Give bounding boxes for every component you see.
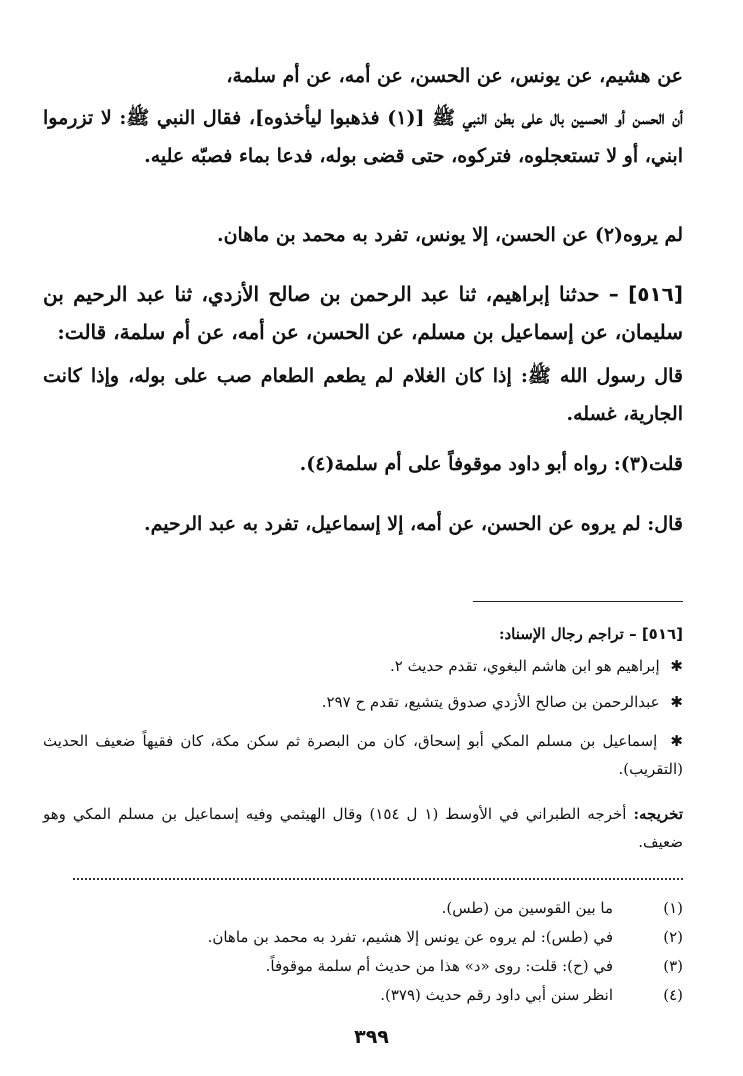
footnote-text: انظر سنن أبي داود رقم حديث (٣٧٩). [380, 986, 613, 1004]
hadith-chain-text: حدثنا إبراهيم، ثنا عبد الرحمن بن صالح الأزدي، ثنا عبد الرحيم بن سليمان، عن إسماعيل بن مسلم، عن الحسن، عن أمه، عن أم سلمة، قالت: [43, 282, 683, 344]
footnote-text: في (طس): لم يروه عن يونس إلا هشيم، تفرد به محمد بن ماهان. [207, 928, 613, 946]
narrator-bullet [43, 727, 683, 783]
footnote-number: (٢) [663, 928, 683, 946]
paragraph-remark-2: قال: لم يروه عن الحسن، عن أمه، إلا إسماعيل، تفرد به عبد الرحيم. [144, 513, 683, 535]
page-number: ٣٩٩ [354, 1026, 389, 1048]
narrator-entry-text: إبراهيم هو ابن هاشم البغوي، تقدم حديث ٢. [389, 657, 660, 675]
footnote-number: (١) [663, 899, 683, 917]
paragraph-hadith-text-2: قال رسول الله ﷺ: إذا كان الغلام لم يطعم الطعام صب على بوله، وإذا كانت الجارية، غسله. [43, 365, 683, 425]
takhrij-label: تخريجه: [633, 805, 684, 823]
paragraph-remark-1: لم يروه(٢) عن الحسن، إلا يونس، تفرد به محمد بن ماهان. [216, 224, 683, 246]
commentary-header [43, 620, 683, 648]
narrator-entry-text: إسماعيل بن مسلم المكي أبو إسحاق، كان من البصرة ثم سكن مكة، كان فقيهاً ضعيف الحديث (التقريب). [43, 732, 683, 778]
footnote [73, 924, 683, 950]
footnote-number: (٣) [663, 957, 683, 975]
commentary-header-text: تراجم رجال الإسناد: [498, 625, 624, 643]
paragraph-hadith-text-1: أن الحسن أو الحسين بال على بطن النبي ﷺ [(١) فذهبوا ليأخذوه]، فقال النبي ﷺ: لا تزرموا ابني، أو لا تستعجلوه، فتركوه، حتى قضى بوله، فدعا بماء فصبّه عليه. [43, 107, 683, 167]
footnote [73, 953, 683, 979]
footnote-text: ما بين القوسين من (طس). [441, 899, 613, 917]
takhrij-paragraph [43, 800, 683, 856]
commentary-separator [473, 601, 683, 602]
footnote [73, 895, 683, 921]
hadith-number: [٥١٦] – [608, 282, 683, 306]
paragraph-hadith-516-chain [43, 275, 683, 351]
footnote-text: في (ح): قلت: روى «د» هذا من حديث أم سلمة موقوفاً. [265, 957, 613, 975]
footnote [73, 982, 683, 1008]
bullet-star-icon: ✱ [670, 657, 683, 675]
paragraph-chain-continuation: عن هشيم، عن يونس، عن الحسن، عن أمه، عن أم سلمة، [226, 65, 683, 87]
bullet-star-icon: ✱ [670, 732, 683, 750]
commentary-hadith-number: [٥١٦] – [629, 625, 683, 643]
narrator-bullet [43, 688, 683, 716]
narrator-bullet [43, 652, 683, 680]
takhrij-text: أخرجه الطبراني في الأوسط (١ ل ١٥٤) وقال الهيثمي وفيه إسماعيل بن مسلم المكي وهو ضعيف. [43, 805, 683, 851]
bullet-star-icon: ✱ [670, 693, 683, 711]
narrator-entry-text: عبدالرحمن بن صالح الأزدي صدوق يتشيع، تقدم ح ٢٩٧. [321, 693, 660, 711]
footnote-separator [73, 878, 683, 880]
footnote-number: (٤) [663, 986, 683, 1004]
paragraph-author-note: قلت(٣): رواه أبو داود موقوفاً على أم سلمة(٤). [299, 453, 683, 475]
